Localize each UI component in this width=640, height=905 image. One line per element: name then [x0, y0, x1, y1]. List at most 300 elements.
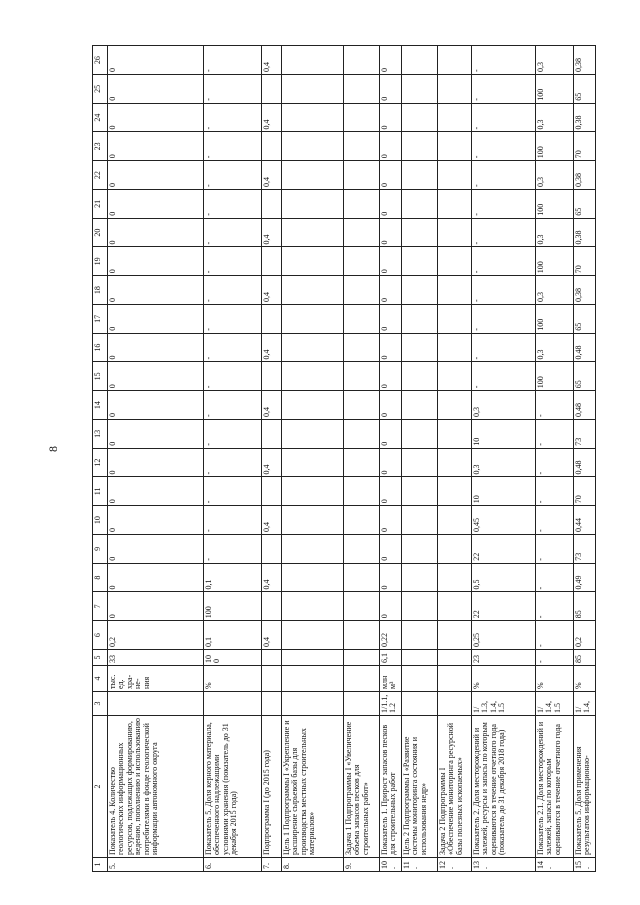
table-cell [344, 535, 380, 564]
table-cell [282, 692, 344, 716]
table-cell: 22 [472, 535, 536, 564]
table-cell: 0 [108, 103, 204, 132]
table-cell: - [204, 218, 262, 247]
table-cell: - [472, 333, 536, 362]
indicator-name-cell: Цель 1 Подпрограммы I «Укрепление и расширение сырьевой базы для производства местных строительных материалов» [282, 716, 344, 858]
table-cell: 1/ 1.4, 1.5 [536, 692, 574, 716]
table-cell: - [536, 563, 574, 592]
table-cell: - [472, 276, 536, 305]
table-cell: 0 [108, 46, 204, 75]
table-cell: 0,44 [574, 506, 596, 535]
table-cell [402, 46, 438, 75]
table-cell [262, 666, 282, 692]
table-cell: 1/ 1.3, 1.4, 1.5 [472, 692, 536, 716]
header-cell: 24 [93, 103, 108, 132]
table-cell [344, 477, 380, 506]
table-cell [402, 362, 438, 391]
table-cell: 0,4 [262, 161, 282, 190]
table-cell: 0 [108, 448, 204, 477]
table-cell [438, 666, 472, 692]
table-cell [402, 305, 438, 334]
table-cell: 0 [380, 305, 402, 334]
table-cell [438, 692, 472, 716]
table-cell: 100 [536, 132, 574, 161]
table-cell [344, 506, 380, 535]
table-cell: - [472, 46, 536, 75]
table-cell: - [472, 132, 536, 161]
table-row [472, 46, 536, 872]
table-cell: - [536, 391, 574, 420]
header-cell: 20 [93, 218, 108, 247]
header-cell: 21 [93, 190, 108, 219]
table-cell: 0 [380, 132, 402, 161]
table-cell: - [472, 190, 536, 219]
header-cell: 23 [93, 132, 108, 161]
table-cell [402, 666, 438, 692]
table-cell: - [472, 218, 536, 247]
header-cell: 14 [93, 391, 108, 420]
table-cell: - [536, 535, 574, 564]
table-cell [438, 621, 472, 650]
table-cell [438, 506, 472, 535]
table-cell [438, 305, 472, 334]
table-cell: 0 [108, 276, 204, 305]
indicator-name-cell: Показатель 5. Доля применения результатов информационно- [574, 716, 596, 858]
table-row [438, 46, 472, 872]
table-cell: 0 [380, 161, 402, 190]
table-cell [282, 506, 344, 535]
table-cell: 0,48 [574, 391, 596, 420]
header-cell: 7 [93, 592, 108, 621]
table-cell: 65 [574, 75, 596, 104]
table-cell [344, 247, 380, 276]
table-cell: 70 [574, 247, 596, 276]
table-cell [282, 362, 344, 391]
table-cell: 65 [574, 362, 596, 391]
table-cell: 73 [574, 420, 596, 449]
table-cell: - [472, 362, 536, 391]
table-cell [402, 650, 438, 666]
table-cell [438, 333, 472, 362]
table-cell: - [536, 477, 574, 506]
table-cell: 0 [380, 477, 402, 506]
table-cell: 0,4 [262, 391, 282, 420]
table-cell: 0,49 [574, 563, 596, 592]
table-cell: - [204, 506, 262, 535]
table-cell: 22 [472, 592, 536, 621]
indicator-name-cell: Показатель 1. Прирост запасов песков для строительных работ [380, 716, 402, 858]
table-cell [438, 247, 472, 276]
table-cell: 0 [380, 75, 402, 104]
header-cell: 11 [93, 477, 108, 506]
table-cell [262, 247, 282, 276]
table-cell [402, 506, 438, 535]
header-cell: 5 [93, 650, 108, 666]
table-cell: 65 [574, 190, 596, 219]
table-cell: 0 [108, 333, 204, 362]
table-cell [438, 276, 472, 305]
table-cell: 0,38 [574, 46, 596, 75]
table-cell: 0,38 [574, 161, 596, 190]
table-cell [282, 650, 344, 666]
table-cell [262, 190, 282, 219]
table-row [344, 46, 380, 872]
table-cell [344, 692, 380, 716]
table-cell: - [204, 535, 262, 564]
header-cell: 10 [93, 506, 108, 535]
table-cell [282, 563, 344, 592]
table-cell: - [204, 362, 262, 391]
table-cell: 0,3 [536, 276, 574, 305]
table-cell: 0,3 [536, 161, 574, 190]
table-cell [262, 650, 282, 666]
table-cell [438, 448, 472, 477]
table-cell [402, 190, 438, 219]
table-cell [344, 592, 380, 621]
header-cell: 18 [93, 276, 108, 305]
table-cell [344, 75, 380, 104]
table-cell [282, 46, 344, 75]
table-cell [438, 190, 472, 219]
table-cell: 70 [574, 477, 596, 506]
table-cell [344, 666, 380, 692]
table-cell [282, 391, 344, 420]
table-cell: 73 [574, 535, 596, 564]
table-cell: 0 [380, 276, 402, 305]
header-cell: 4 [93, 666, 108, 692]
table-cell [402, 132, 438, 161]
table-cell [402, 420, 438, 449]
indicator-name-cell: Подпрограмма I (до 2015 года) [262, 716, 282, 858]
table-cell [438, 420, 472, 449]
table-cell [402, 333, 438, 362]
table-cell: - [536, 420, 574, 449]
table-cell [438, 535, 472, 564]
table-cell: 0,4 [262, 621, 282, 650]
header-cell: 3 [93, 692, 108, 716]
indicator-name-cell: Показатель 4. Количество геологических информационных ресурсов, подлежащих формированию, ведению, пополнению и использованию потребителями в фонде геологической информации автономного округа [108, 716, 204, 858]
table-cell: 9. [344, 858, 380, 872]
table-cell [344, 391, 380, 420]
table-cell [282, 420, 344, 449]
table-row [380, 46, 402, 872]
table-cell [402, 592, 438, 621]
table-cell: 15. [574, 858, 596, 872]
table-cell: 0 [380, 535, 402, 564]
table-cell: 0,3 [536, 103, 574, 132]
table-cell: 0,4 [262, 218, 282, 247]
table-row [574, 46, 596, 872]
table-cell: - [204, 75, 262, 104]
table-cell [204, 692, 262, 716]
table-cell: 6. [204, 858, 262, 872]
table-cell [344, 161, 380, 190]
header-cell: 2 [93, 716, 108, 858]
table-cell: 0,48 [574, 448, 596, 477]
table-cell: 1/ 1.4, [574, 692, 596, 716]
table-cell [402, 218, 438, 247]
table-cell: 100 [536, 362, 574, 391]
table-cell: 0,4 [262, 103, 282, 132]
table-cell: 0 [108, 190, 204, 219]
indicator-name-cell: Показатель 5. Доля керного материала, обеспеченного надлежащими условиями хранения (показатель до 31 декабря 2015 года) [204, 716, 262, 858]
table-cell: 0 [380, 218, 402, 247]
table-cell [438, 75, 472, 104]
table-cell: 0,2 [108, 621, 204, 650]
table-cell: 0,4 [262, 46, 282, 75]
table-cell: 0,3 [472, 448, 536, 477]
table-cell: млн м³ [380, 666, 402, 692]
table-cell: - [204, 190, 262, 219]
table-cell: 0,4 [262, 276, 282, 305]
table-cell [262, 75, 282, 104]
table-cell [282, 132, 344, 161]
table-cell [438, 362, 472, 391]
table-cell [282, 535, 344, 564]
table-cell: 5. [108, 858, 204, 872]
table-cell: 0,4 [262, 563, 282, 592]
table-cell: 0,1 [204, 621, 262, 650]
table-cell: 7. [262, 858, 282, 872]
table-cell: 0 [108, 535, 204, 564]
table-cell: 0 [380, 391, 402, 420]
table-cell: 0 [380, 190, 402, 219]
indicator-table [92, 45, 596, 872]
table-cell [344, 448, 380, 477]
table-cell: - [204, 391, 262, 420]
table-cell [262, 305, 282, 334]
table-cell: % [536, 666, 574, 692]
table-cell [344, 103, 380, 132]
table-cell: 85 [574, 592, 596, 621]
table-cell [282, 477, 344, 506]
table-cell [282, 218, 344, 247]
table-cell: 1/1.1, 1.2 [380, 692, 402, 716]
table-cell [438, 563, 472, 592]
table-cell [438, 218, 472, 247]
table-cell: 0 [108, 420, 204, 449]
table-cell: 33 [108, 650, 204, 666]
table-cell [282, 75, 344, 104]
table-cell: - [536, 650, 574, 666]
table-cell [108, 692, 204, 716]
table-cell [402, 535, 438, 564]
table-cell: 0 [108, 477, 204, 506]
table-cell [402, 448, 438, 477]
table-cell [344, 305, 380, 334]
indicator-name-cell: Показатель 2.1. Доля месторождений и залежей, запасы по которым оцениваются в течение отчетного года [536, 716, 574, 858]
table-cell: 0,38 [574, 218, 596, 247]
header-cell: 22 [93, 161, 108, 190]
header-cell: 13 [93, 420, 108, 449]
table-cell: 0,45 [472, 506, 536, 535]
table-cell: 0 [108, 247, 204, 276]
table-row [262, 46, 282, 872]
table-cell: % [574, 666, 596, 692]
table-cell [282, 161, 344, 190]
table-cell: 0 [108, 305, 204, 334]
rotated-table-container [92, 46, 592, 872]
table-cell [344, 132, 380, 161]
table-cell: - [472, 247, 536, 276]
table-cell: тыс. ед. хра-не-ния [108, 666, 204, 692]
table-cell: 0 [380, 420, 402, 449]
table-cell [344, 190, 380, 219]
table-cell [282, 448, 344, 477]
table-cell: 0 [380, 563, 402, 592]
table-cell: 85 [574, 650, 596, 666]
table-cell: 65 [574, 305, 596, 334]
table-cell: - [536, 448, 574, 477]
table-row [402, 46, 438, 872]
table-cell: 11. [402, 858, 438, 872]
indicator-name-cell: Цель 2 Подпрограммы I «Развитие системы мониторинга состояния и использования недр» [402, 716, 438, 858]
table-cell [402, 247, 438, 276]
table-cell: 100 [204, 592, 262, 621]
table-cell [438, 592, 472, 621]
table-cell: 0,3 [536, 46, 574, 75]
table-cell [262, 362, 282, 391]
table-cell [402, 563, 438, 592]
indicator-name-cell: Показатель 2. Доля месторождений и залежей, ресурсы и запасы по которым оцениваются в течение отчетного года (показатель до 31 декабря 2018 года) [472, 716, 536, 858]
table-cell: 0 [380, 362, 402, 391]
table-sheet [92, 46, 592, 872]
table-cell [344, 333, 380, 362]
table-cell: 100 [204, 650, 262, 666]
header-cell: 15 [93, 362, 108, 391]
table-cell: - [472, 161, 536, 190]
header-cell: 8 [93, 563, 108, 592]
table-cell [282, 592, 344, 621]
table-cell: 100 [536, 247, 574, 276]
table-cell [402, 391, 438, 420]
table-cell [282, 621, 344, 650]
table-cell [282, 276, 344, 305]
table-cell [282, 333, 344, 362]
table-cell: - [204, 333, 262, 362]
table-cell: 0 [108, 161, 204, 190]
header-row [93, 46, 108, 872]
table-cell: 0 [380, 506, 402, 535]
header-cell: 12 [93, 448, 108, 477]
table-cell: 0,1 [204, 563, 262, 592]
table-cell: - [204, 132, 262, 161]
table-cell [344, 276, 380, 305]
table-cell: - [204, 103, 262, 132]
table-cell: 0 [108, 132, 204, 161]
table-cell: 0,3 [472, 391, 536, 420]
table-cell: 0,4 [262, 448, 282, 477]
table-cell: 0 [380, 592, 402, 621]
table-cell: - [204, 448, 262, 477]
table-cell [344, 650, 380, 666]
table-cell: 0 [108, 75, 204, 104]
table-cell [282, 666, 344, 692]
table-cell: 8. [282, 858, 344, 872]
table-cell: 0 [108, 362, 204, 391]
table-cell: 0,4 [262, 506, 282, 535]
table-cell: - [204, 276, 262, 305]
table-cell: 13. [472, 858, 536, 872]
table-cell: 0,3 [536, 333, 574, 362]
table-cell: - [536, 592, 574, 621]
table-cell [262, 477, 282, 506]
table-cell: 0 [108, 506, 204, 535]
table-cell [344, 218, 380, 247]
table-cell: - [472, 305, 536, 334]
table-cell: 0 [380, 333, 402, 362]
indicator-name-cell: Задача 2 Подпрограммы I «Обеспечение мониторинга ресурсной базы полезных ископаемых» [438, 716, 472, 858]
table-cell: 0,3 [536, 218, 574, 247]
table-cell: - [536, 506, 574, 535]
table-cell: 14. [536, 858, 574, 872]
page-number: 8 [46, 446, 60, 452]
table-cell: 0 [108, 218, 204, 247]
table-cell: - [472, 103, 536, 132]
table-cell: 0 [380, 103, 402, 132]
table-cell [282, 103, 344, 132]
table-cell [282, 305, 344, 334]
table-row [108, 46, 204, 872]
table-row [282, 46, 344, 872]
table-cell: - [204, 46, 262, 75]
header-cell: 26 [93, 46, 108, 75]
table-cell: 0,38 [574, 276, 596, 305]
header-cell: 19 [93, 247, 108, 276]
table-cell: 70 [574, 132, 596, 161]
table-cell: - [472, 75, 536, 104]
table-cell [262, 420, 282, 449]
table-cell [402, 692, 438, 716]
header-cell: 17 [93, 305, 108, 334]
table-cell [344, 362, 380, 391]
table-cell: 0,22 [380, 621, 402, 650]
table-cell [344, 46, 380, 75]
table-cell: 0,25 [472, 621, 536, 650]
table-cell: 23 [472, 650, 536, 666]
table-cell [282, 247, 344, 276]
header-cell: 16 [93, 333, 108, 362]
table-cell [344, 563, 380, 592]
table-cell: - [204, 305, 262, 334]
table-cell: - [204, 420, 262, 449]
table-cell [262, 535, 282, 564]
table-cell: 10 [472, 420, 536, 449]
table-cell: 0 [108, 563, 204, 592]
table-cell: 0,2 [574, 621, 596, 650]
indicator-name-cell: Задача 1 Подпрограммы I «Увеличение объема запасов песков для строительных работ» [344, 716, 380, 858]
table-cell [402, 161, 438, 190]
table-cell [402, 75, 438, 104]
table-cell [402, 276, 438, 305]
table-cell: - [204, 247, 262, 276]
table-cell: - [204, 161, 262, 190]
table-cell [438, 132, 472, 161]
table-cell: - [204, 477, 262, 506]
table-cell [438, 103, 472, 132]
table-cell: 0 [108, 391, 204, 420]
header-cell: 25 [93, 75, 108, 104]
table-cell [438, 391, 472, 420]
table-cell [438, 161, 472, 190]
table-cell [402, 477, 438, 506]
table-cell: 100 [536, 305, 574, 334]
table-cell: 0,5 [472, 563, 536, 592]
table-cell: 100 [536, 75, 574, 104]
table-cell [402, 103, 438, 132]
table-cell: 0,38 [574, 103, 596, 132]
table-cell: 0 [380, 448, 402, 477]
